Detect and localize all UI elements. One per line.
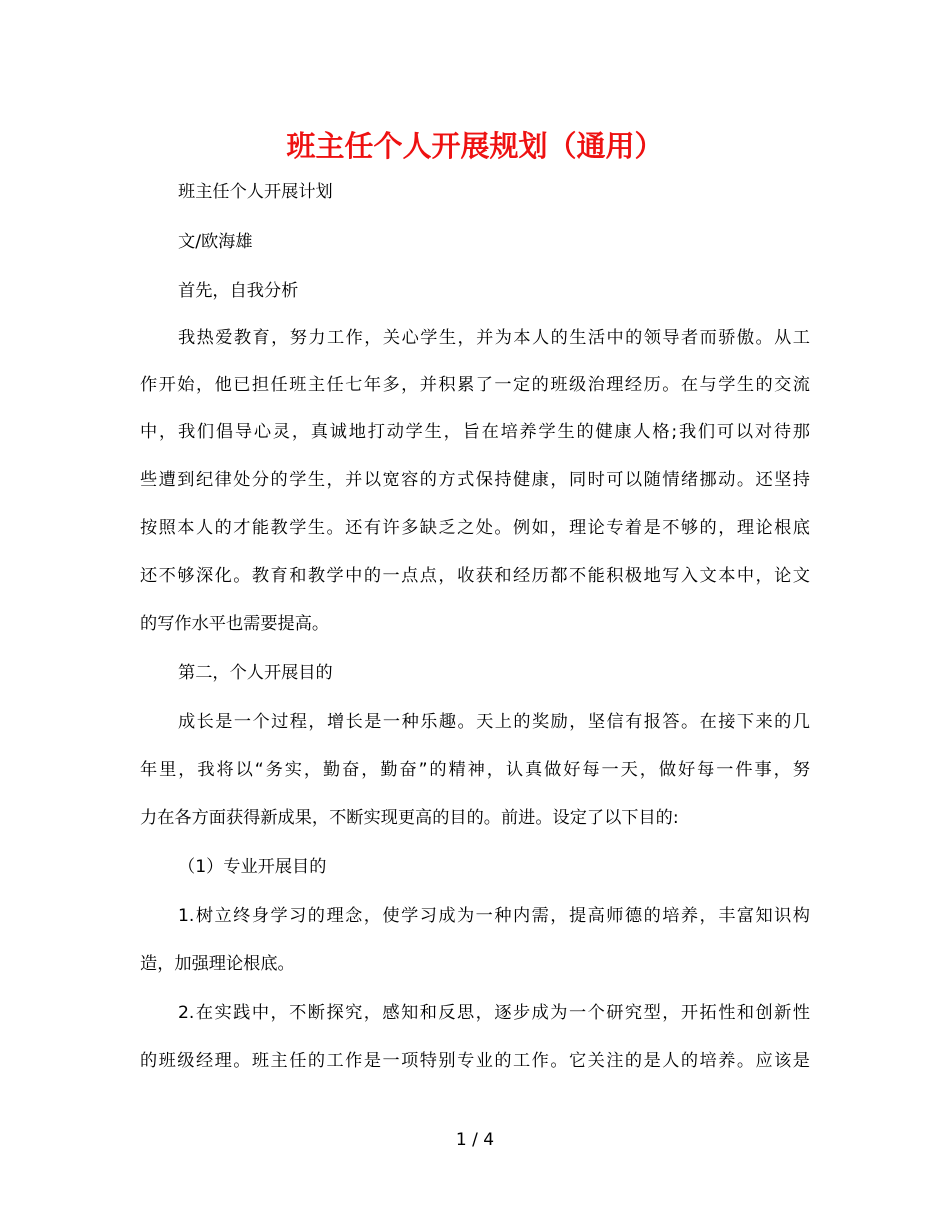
document-title: 班主任个人开展规划（通用） <box>286 129 664 163</box>
paragraph-line: 造，加强理论根底。 <box>140 954 295 974</box>
paragraph-line: 些遭到纪律处分的学生，并以宽容的方式保持健康，同时可以随情绪挪动。还坚持 <box>140 470 810 490</box>
paragraph-line: 按照本人的才能教学生。还有许多缺乏之处。例如，理论专着是不够的，理论根底 <box>140 518 810 538</box>
subsection-heading: （1）专业开展目的 <box>178 857 327 877</box>
section-heading-1: 首先，自我分析 <box>178 281 299 301</box>
section-heading-2: 第二，个人开展目的 <box>178 663 333 683</box>
paragraph-line: 力在各方面获得新成果，不断实现更高的目的。前进。设定了以下目的: <box>140 808 679 828</box>
page-number: 1 / 4 <box>455 1130 495 1150</box>
paragraph-line: 中，我们倡导心灵，真诚地打动学生，旨在培养学生的健康人格;我们可以对待那 <box>140 422 810 442</box>
paragraph-line: 作开始，他已担任班主任七年多，并积累了一定的班级治理经历。在与学生的交流 <box>140 375 810 395</box>
subtitle-line: 班主任个人开展计划 <box>178 182 333 202</box>
paragraph-line: 成长是一个过程，增长是一种乐趣。天上的奖励，坚信有报答。在接下来的几 <box>178 712 810 732</box>
paragraph-line: 我热爱教育，努力工作，关心学生，并为本人的生活中的领导者而骄傲。从工 <box>178 328 810 348</box>
paragraph-line: 还不够深化。教育和教学中的一点点，收获和经历都不能积极地写入文本中，论文 <box>140 566 810 586</box>
paragraph-line: 年里，我将以“务实，勤奋，勤奋”的精神，认真做好每一天，做好每一件事，努 <box>140 760 810 780</box>
paragraph-line: 1.树立终身学习的理念，使学习成为一种内需，提高师德的培养，丰富知识构 <box>178 906 810 926</box>
paragraph-line: 2.在实践中，不断探究，感知和反思，逐步成为一个研究型，开拓性和创新性 <box>178 1003 810 1023</box>
author-line: 文/欧海雄 <box>178 232 253 252</box>
paragraph-line: 的班级经理。班主任的工作是一项特别专业的工作。它关注的是人的培养。应该是 <box>140 1051 810 1071</box>
paragraph-line: 的写作水平也需要提高。 <box>140 614 330 634</box>
